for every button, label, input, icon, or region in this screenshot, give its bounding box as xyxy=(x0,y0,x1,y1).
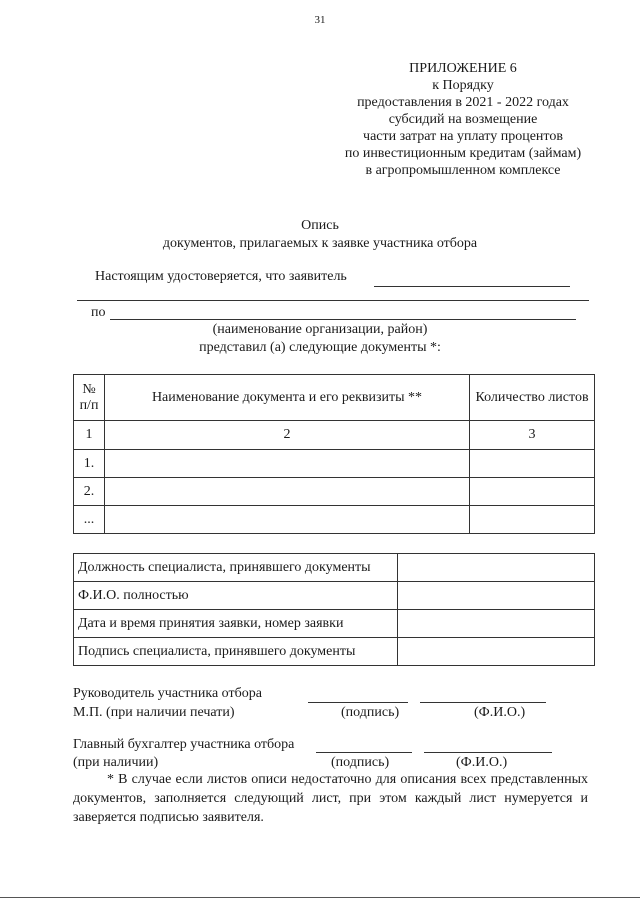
specialist-value[interactable] xyxy=(398,638,595,666)
accountant-signature-line[interactable] xyxy=(316,752,412,753)
accountant-fio-line[interactable] xyxy=(424,752,552,753)
organization-field[interactable] xyxy=(110,319,576,320)
sheets-count-cell[interactable] xyxy=(470,450,595,478)
col-number-header: № п/п xyxy=(74,375,105,421)
row-number: 1. xyxy=(74,450,105,478)
specialist-value[interactable] xyxy=(398,610,595,638)
appendix-line: предоставления в 2021 - 2022 годах xyxy=(357,95,569,110)
sheets-count-cell[interactable] xyxy=(470,506,595,534)
specialist-table xyxy=(73,553,595,666)
row-number: ... xyxy=(74,506,105,534)
table-row xyxy=(74,478,595,506)
signature-caption: (подпись) xyxy=(331,755,390,770)
mp-label: М.П. (при наличии печати) xyxy=(73,705,235,720)
appendix-line: субсидий на возмещение xyxy=(388,112,538,127)
head-fio-line[interactable] xyxy=(420,702,546,703)
applicant-field[interactable] xyxy=(374,286,570,287)
table-row xyxy=(74,506,595,534)
footnote: * В случае если листов описи недостаточно для описания всех представленных документов, заполняется следующий лист, при этом каждый лист нумеруется и заверяется подписью заявителя. xyxy=(73,772,588,825)
specialist-value[interactable] xyxy=(398,582,595,610)
table-row xyxy=(74,582,595,610)
appendix-line: ПРИЛОЖЕНИЕ 6 xyxy=(409,61,517,76)
appendix-line: по инвестиционным кредитам (займам) xyxy=(344,146,582,161)
presented-label: представил (а) следующие документы *: xyxy=(199,340,441,355)
organization-hint: (наименование организации, район) xyxy=(212,322,428,337)
document-title xyxy=(0,217,640,253)
table-header-row xyxy=(74,375,595,421)
appendix-line: к Порядку xyxy=(432,78,494,93)
page-bottom-rule xyxy=(0,897,640,898)
title-line-1: Опись xyxy=(301,218,339,233)
signature-caption: (подпись) xyxy=(341,705,400,720)
sheets-count-cell[interactable] xyxy=(470,478,595,506)
col-sheets-header: Количество листов xyxy=(470,375,595,421)
certify-label: Настоящим удостоверяется, что заявитель xyxy=(95,269,347,284)
page-number: 31 xyxy=(314,14,326,26)
numbering-cell: 3 xyxy=(470,421,595,450)
table-row xyxy=(74,554,595,582)
document-name-cell[interactable] xyxy=(105,450,470,478)
numbering-cell: 1 xyxy=(74,421,105,450)
fio-caption: (Ф.И.О.) xyxy=(474,705,526,720)
table-row xyxy=(74,610,595,638)
appendix-line: в агропромышленном комплексе xyxy=(365,163,561,178)
accountant-label: Главный бухгалтер участника отбора xyxy=(73,737,295,752)
row-number: 2. xyxy=(74,478,105,506)
document-name-cell[interactable] xyxy=(105,506,470,534)
specialist-label: Подпись специалиста, принявшего документы xyxy=(74,638,398,666)
fio-caption: (Ф.И.О.) xyxy=(456,755,508,770)
table-row xyxy=(74,638,595,666)
specialist-label: Ф.И.О. полностью xyxy=(74,582,398,610)
documents-table xyxy=(73,374,595,534)
po-label: по xyxy=(91,305,106,320)
title-line-2: документов, прилагаемых к заявке участника отбора xyxy=(162,236,478,251)
specialist-value[interactable] xyxy=(398,554,595,582)
applicant-field-continued[interactable] xyxy=(77,300,589,301)
appendix-header xyxy=(330,60,596,179)
table-numbering-row xyxy=(74,421,595,450)
table-row xyxy=(74,450,595,478)
col-name-header: Наименование документа и его реквизиты ** xyxy=(105,375,470,421)
numbering-cell: 2 xyxy=(105,421,470,450)
if-any-label: (при наличии) xyxy=(73,755,159,770)
head-label: Руководитель участника отбора xyxy=(73,686,262,701)
document-name-cell[interactable] xyxy=(105,478,470,506)
specialist-label: Должность специалиста, принявшего документы xyxy=(74,554,398,582)
appendix-line: части затрат на уплату процентов xyxy=(363,129,563,144)
specialist-label: Дата и время принятия заявки, номер заявки xyxy=(74,610,398,638)
head-signature-line[interactable] xyxy=(308,702,408,703)
